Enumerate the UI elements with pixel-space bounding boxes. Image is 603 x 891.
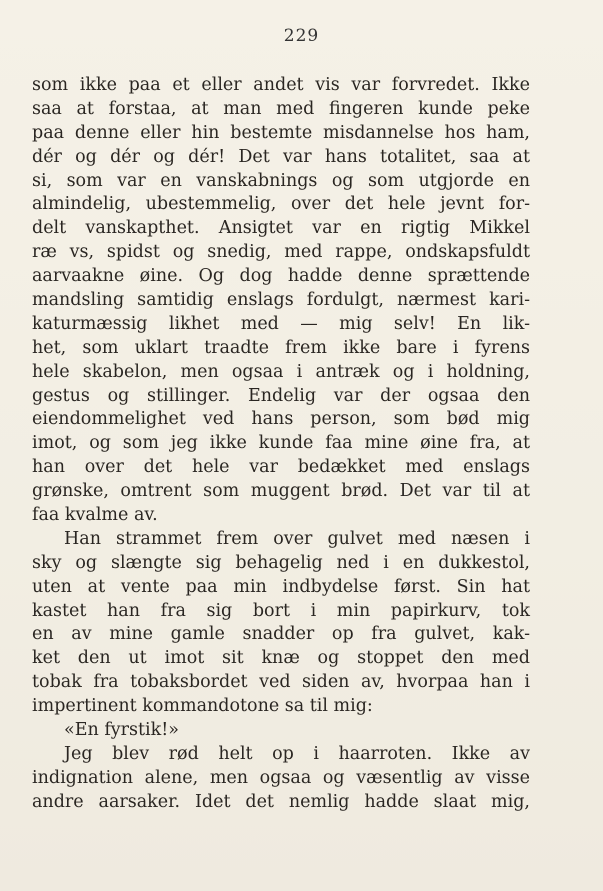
- dialogue-line: «En fyrstik!»: [64, 720, 179, 741]
- text-line: paa denne eller hin bestemte misdannelse hos ham,: [32, 122, 530, 143]
- text-line: aarvaakne øine. Og dog hadde denne sprættende: [32, 266, 530, 287]
- paragraph-end-line: faa kvalme av.: [32, 505, 158, 526]
- text-line: het, som uklart traadte frem ikke bare i fyrens: [32, 337, 530, 358]
- text-line: kastet han fra sig bort i min papirkurv, tok: [32, 600, 530, 621]
- text-line: katurmæssig likhet med — mig selv! En lik-: [32, 313, 530, 334]
- text-line: han over det hele var bedækket med enslags: [32, 457, 530, 478]
- text-line: dér og dér og dér! Det var hans totalitet, saa at: [32, 146, 530, 167]
- text-line: grønske, omtrent som muggent brød. Det var til at: [32, 481, 530, 502]
- text-line: andre aarsaker. Idet det nemlig hadde slaat mig,: [32, 791, 530, 812]
- text-line: ræ vs, spidst og snedig, med rappe, ondskapsfuldt: [32, 242, 530, 263]
- page-number: 229: [283, 26, 320, 46]
- text-line: ket den ut imot sit knæ og stoppet den med: [32, 648, 530, 669]
- body-text: [32, 74, 530, 815]
- text-line: sky og slængte sig behagelig ned i en dukkestol,: [32, 552, 530, 573]
- text-line: mandsling samtidig enslags fordulgt, nærmest kari-: [32, 290, 530, 311]
- text-line: gestus og stillinger. Endelig var der ogsaa den: [32, 385, 530, 406]
- text-line: som ikke paa et eller andet vis var forvredet. Ikke: [32, 75, 530, 95]
- paragraph-start-line: Jeg blev rød helt op i haarroten. Ikke av: [64, 743, 530, 764]
- text-line: imot, og som jeg ikke kunde faa mine øine fra, at: [32, 433, 530, 454]
- text-line: eiendommelighet ved hans person, som bød mig: [32, 409, 530, 430]
- paragraph-end-line: impertinent kommandotone sa til mig:: [32, 696, 373, 717]
- text-line: en av mine gamle snadder op fra gulvet, kak-: [32, 624, 530, 645]
- text-line: indignation alene, men ogsaa og væsentlig av visse: [32, 767, 530, 788]
- text-line: si, som var en vanskabnings og som utgjorde en: [32, 170, 530, 191]
- text-line: hele skabelon, men ogsaa i antræk og i holdning,: [32, 361, 530, 382]
- text-line: delt vanskapthet. Ansigtet var en rigtig Mikkel: [32, 218, 530, 239]
- text-line: tobak fra tobaksbordet ved siden av, hvorpaa han i: [32, 672, 530, 693]
- text-line: uten at vente paa min indbydelse først. Sin hat: [32, 576, 530, 597]
- paragraph-start-line: Han strammet frem over gulvet med næsen i: [64, 528, 530, 549]
- text-line: saa at forstaa, at man med fingeren kunde peke: [32, 98, 530, 119]
- text-line: almindelig, ubestemmelig, over det hele jevnt for-: [32, 194, 530, 215]
